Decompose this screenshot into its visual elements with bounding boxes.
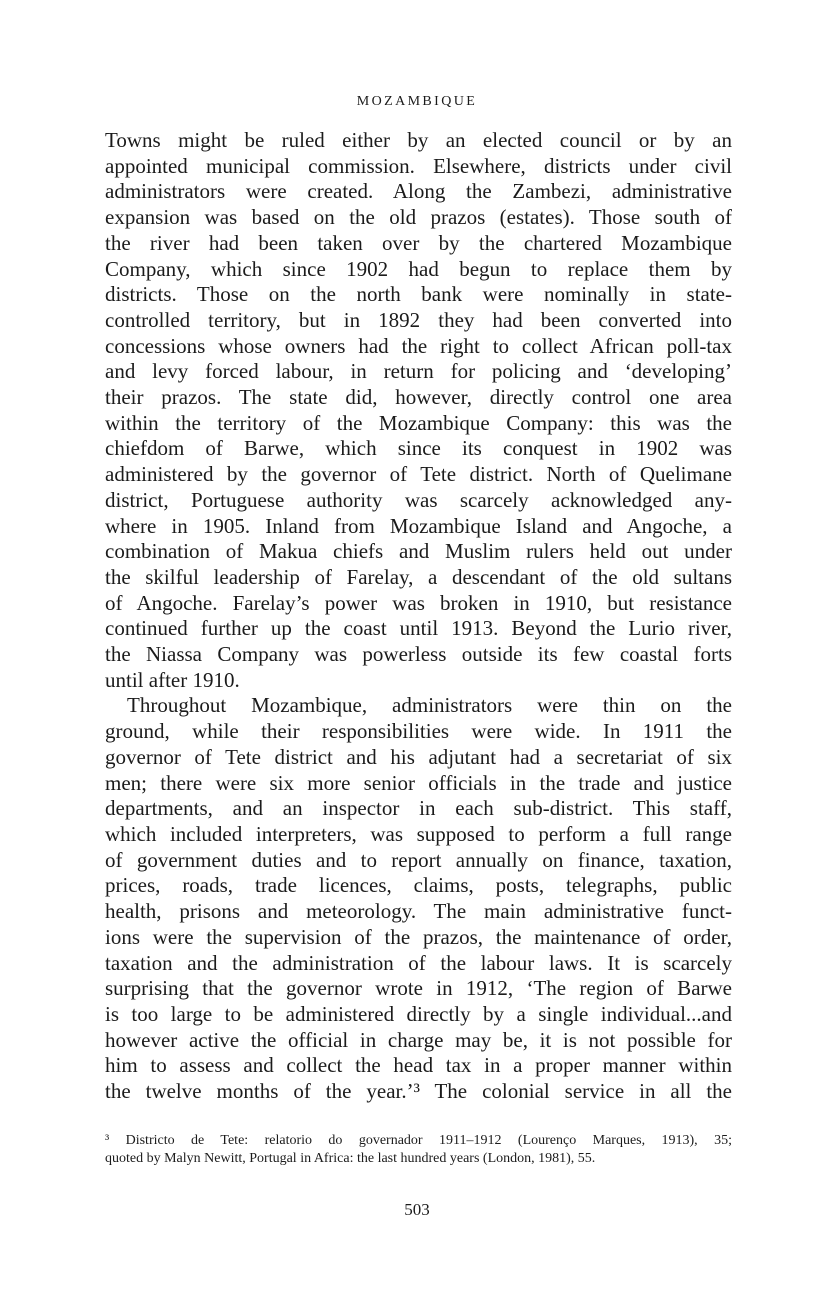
text-line: of Angoche. Farelay’s power was broken in 1910, but resistance xyxy=(105,590,732,615)
text-line: where in 1905. Inland from Mozambique Island and Angoche, a xyxy=(105,513,732,538)
text-line: combination of Makua chiefs and Muslim rulers held out under xyxy=(105,539,732,564)
text-line: which included interpreters, was supposed to perform a full range xyxy=(105,821,732,846)
text-line: ions were the supervision of the prazos, the maintenance of order, xyxy=(105,924,732,949)
text-line: district, Portuguese authority was scarcely acknowledged any- xyxy=(105,487,732,512)
text-line: men; there were six more senior officials in the trade and justice xyxy=(105,770,732,795)
text-line: is too large to be administered directly by a single individual...and xyxy=(105,1001,732,1026)
text-line: the river had been taken over by the chartered Mozambique xyxy=(105,230,732,255)
text-line: him to assess and collect the head tax in a proper manner within xyxy=(105,1053,732,1078)
text-line: and levy forced labour, in return for policing and ‘developing’ xyxy=(105,359,732,384)
text-line: departments, and an inspector in each sub-district. This staff, xyxy=(105,796,732,821)
text-line: ground, while their responsibilities were wide. In 1911 the xyxy=(105,719,732,744)
text-line: until after 1910. xyxy=(105,667,240,692)
text-line: concessions whose owners had the right to collect African poll-tax xyxy=(105,333,732,358)
text-line: administrators were created. Along the Zambezi, administrative xyxy=(105,179,732,204)
text-line: chiefdom of Barwe, which since its conquest in 1902 was xyxy=(105,436,732,461)
text-line: within the territory of the Mozambique Company: this was the xyxy=(105,410,732,435)
page-number: 503 xyxy=(404,1200,430,1219)
text-line: controlled territory, but in 1892 they had been converted into xyxy=(105,307,732,332)
text-line: the skilful leadership of Farelay, a descendant of the old sultans xyxy=(105,564,732,589)
text-line: governor of Tete district and his adjutant had a secretariat of six xyxy=(105,744,732,769)
text-line: districts. Those on the north bank were nominally in state- xyxy=(105,282,732,307)
text-line: their prazos. The state did, however, directly control one area xyxy=(105,385,732,410)
text-line: the Niassa Company was powerless outside its few coastal forts xyxy=(105,642,732,667)
footnote xyxy=(105,1132,732,1168)
footnote-line: ³ Districto de Tete: relatorio do governador 1911–1912 (Lourenço Marques, 1913), 35; xyxy=(105,1133,732,1148)
text-line: taxation and the administration of the labour laws. It is scarcely xyxy=(105,950,732,975)
text-line: the twelve months of the year.’³ The colonial service in all the xyxy=(105,1079,732,1104)
text-line: Company, which since 1902 had begun to replace them by xyxy=(105,256,732,281)
text-line: appointed municipal commission. Elsewhere, districts under civil xyxy=(105,153,732,178)
text-line: continued further up the coast until 1913. Beyond the Lurio river, xyxy=(105,616,732,641)
text-line: expansion was based on the old prazos (estates). Those south of xyxy=(105,205,732,230)
paragraph xyxy=(105,693,732,1104)
text-line: of government duties and to report annually on finance, taxation, xyxy=(105,847,732,872)
text-line: surprising that the governor wrote in 1912, ‘The region of Barwe xyxy=(105,976,732,1001)
running-head: MOZAMBIQUE xyxy=(356,94,478,109)
text-line: administered by the governor of Tete district. North of Quelimane xyxy=(105,462,732,487)
text-line: Towns might be ruled either by an elected council or by an xyxy=(105,128,732,152)
footnote-line: quoted by Malyn Newitt, Portugal in Africa: the last hundred years (London, 1981), 55. xyxy=(105,1151,596,1166)
text-line: however active the official in charge may be, it is not possible for xyxy=(105,1027,732,1052)
text-line: prices, roads, trade licences, claims, posts, telegraphs, public xyxy=(105,873,732,898)
paragraph xyxy=(105,128,732,693)
body-text xyxy=(105,128,732,1105)
text-line: health, prisons and meteorology. The main administrative funct- xyxy=(105,899,732,924)
text-line: Throughout Mozambique, administrators were thin on the xyxy=(127,693,732,718)
